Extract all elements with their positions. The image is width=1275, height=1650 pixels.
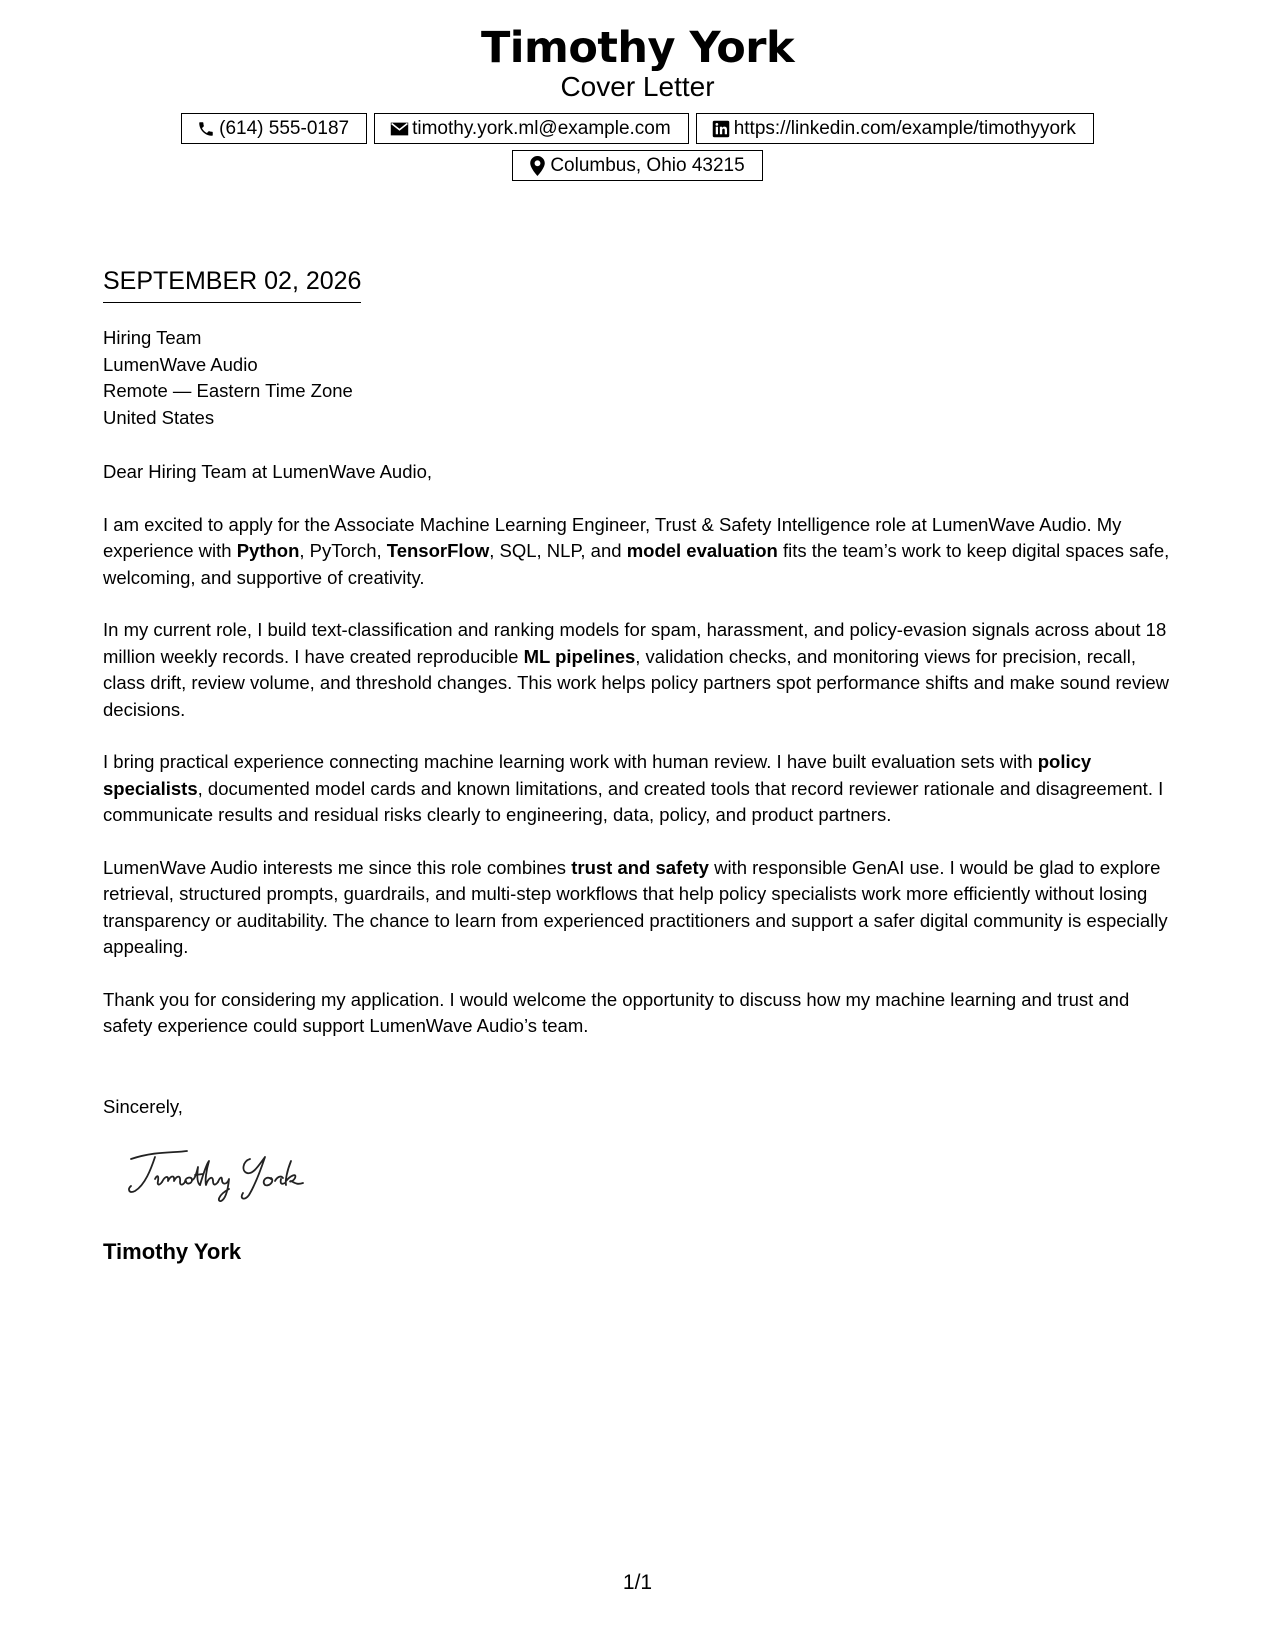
recipient-block [103,325,353,431]
keyword: policy specialists [103,751,1092,799]
document-subtitle: Cover Letter [560,71,715,102]
body-paragraph: Thank you for considering my application. I would welcome the opportunity to discuss how my machine learning and trust and safety experience could support LumenWave Audio’s team. [103,988,1130,1036]
body-paragraph: I am excited to apply for the Associate Machine Learning Engineer, Trust & Safety Intelligence role at LumenWave Audio. My experience with Python, PyTorch, TensorFlow, SQL, NLP, and model evaluation fits the team’s work to keep digital spaces safe, welcoming, and supportive of creativity. [103,513,1170,588]
linkedin-url[interactable]: https://linkedin.com/example/timothyyork [733,117,1076,139]
phone-number: (614) 555-0187 [219,117,350,139]
linkedin-contact[interactable] [696,113,1094,144]
location-contact [512,150,762,181]
email-contact[interactable] [374,113,689,144]
keyword: Python [236,540,300,561]
phone-icon [196,119,216,139]
letter-date: SEPTEMBER 02, 2026 [103,266,361,303]
contact-row [0,113,1275,144]
phone-contact [181,113,367,144]
handwritten-signature [125,1145,355,1205]
recipient-line: United States [103,406,215,428]
signer-name: Timothy York [103,1239,242,1264]
location-text: Columbus, Ohio 43215 [550,154,745,176]
body-paragraph: LumenWave Audio interests me since this role combines trust and safety with responsible GenAI use. I would be glad to explore retrieval, structured prompts, guardrails, and multi-step workflows that help policy specialists work more efficiently without losing transparency or auditability. The chance to learn from experienced practitioners and support a safer digital community is especially appealing. [103,856,1168,957]
email-address[interactable]: timothy.york.ml@example.com [412,117,671,139]
recipient-line: Hiring Team [103,327,202,348]
body-paragraph: In my current role, I build text-classification and ranking models for spam, harassment, and policy-evasion signals across about 18 million weekly records. I have created reproducible ML pipelines, validation checks, and monitoring views for precision, recall, class drift, review volume, and threshold changes. This work helps policy partners spot performance shifts and make sound review decisions. [103,619,1169,720]
recipient-line: LumenWave Audio [103,353,258,375]
letter-header [0,22,1275,103]
keyword: TensorFlow [386,540,490,561]
linkedin-icon [711,119,731,139]
applicant-name: Timothy York [480,23,795,73]
body-paragraph: I bring practical experience connecting machine learning work with human review. I have built evaluation sets with policy specialists, documented model cards and known limitations, and created tools that record reviewer rationale and disagreement. I communicate results and residual risks clearly to engineering, data, policy, and product partners. [103,751,1164,825]
salutation: Dear Hiring Team at LumenWave Audio, [103,461,433,482]
closing: Sincerely, [103,1096,183,1117]
recipient-line: Remote — Eastern Time Zone [103,380,353,401]
page-number: 1/1 [622,1571,653,1594]
keyword: model evaluation [626,540,778,561]
letter-body [103,459,1183,1066]
keyword: ML pipelines [523,645,636,667]
envelope-icon [389,119,409,139]
keyword: trust and safety [571,856,709,878]
map-pin-icon [527,156,547,176]
contact-row [0,150,1275,181]
